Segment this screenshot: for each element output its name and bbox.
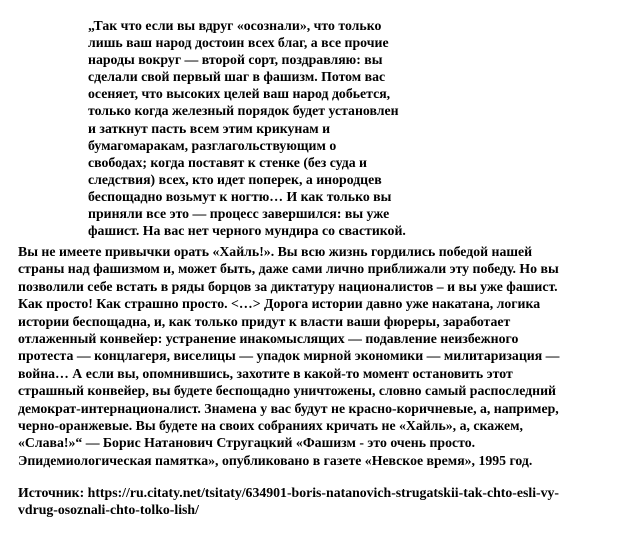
body-line: позволили себе встать в ряды борцов за диктатуру националистов – и вы уже фашист. [18,278,558,294]
source-line: Источник: https://ru.citaty.net/tsitaty/634901-boris-natanovich-strugatskii-tak-chto-esli-vy- [18,485,560,500]
quote-line: свободах; когда поставят к стенке (без суда и [88,154,367,170]
source-citation [18,484,630,519]
body-line: истории беспощадна, и, как только придут к власти ваши фюреры, заработает [18,313,511,329]
body-line: демократ-интернационалист. Знамена у вас будут не красно-коричневые, а, например, [18,400,559,416]
quote-line: „Так что если вы вдруг «осознали», что только [88,18,382,33]
body-line: страны над фашизмом и, может быть, даже сами лично приближали эту победу. Но вы [18,261,559,277]
body-line: Вы не имеете привычки орать «Хайль!». Вы всю жизнь гордились победой нашей [18,244,533,259]
quote-line: лишь ваш народ достоин всех благ, а все прочие [88,35,389,51]
body-line: отлаженный конвейер: устранение инакомыслящих — подавление неизбежного [18,331,519,347]
body-line: Как просто! Как страшно просто. <…> Дорога истории давно уже накатана, логика [18,296,541,312]
quote-line: и заткнут пасть всем этим крикунам и [88,120,331,136]
body-line: черно-оранжевые. Вы будете на своих собраниях кричать не «Хайль», а, скажем, [18,418,523,434]
quote-line: осеняет, что высоких целей ваш народ добьется, [88,86,391,102]
quote-indented-block [88,17,438,239]
quote-line: следствия) всех, кто идет поперек, а инородцев [88,171,382,187]
body-line: страшный конвейер, вы будете беспощадно уничтожены, словно самый распоследний [18,383,556,399]
quote-line: фашист. На вас нет черного мундира со свастикой. [88,223,406,239]
body-line: «Слава!»“ — Борис Натанович Стругацкий «Фашизм - это очень просто. [18,435,476,451]
quote-line: бумагомаракам, разглагольствующим о [88,137,337,153]
quote-line: беспощадно возьмут к ногтю… И как только вы [88,188,392,204]
body-line: война… А если вы, опомнившись, захотите в какой-то момент остановить этот [18,365,513,381]
quote-line: только когда железный порядок будет установлен [88,103,399,119]
quote-line: народы вокруг — второй сорт, поздравляю: вы [88,52,383,68]
quote-line: сделали свой первый шаг в фашизм. Потом вас [88,69,386,85]
body-line: Эпидемиологическая памятка», опубликовано в газете «Невское время», 1995 год. [18,452,533,468]
body-line: протеста — концлагеря, виселицы — упадок мирной экономики — милитаризация — [18,348,560,364]
quote-line: приняли все это — процесс завершился: вы уже [88,206,390,222]
quote-body-block [18,243,630,469]
source-line: vdrug-osoznali-chto-tolko-lish/ [18,502,199,518]
